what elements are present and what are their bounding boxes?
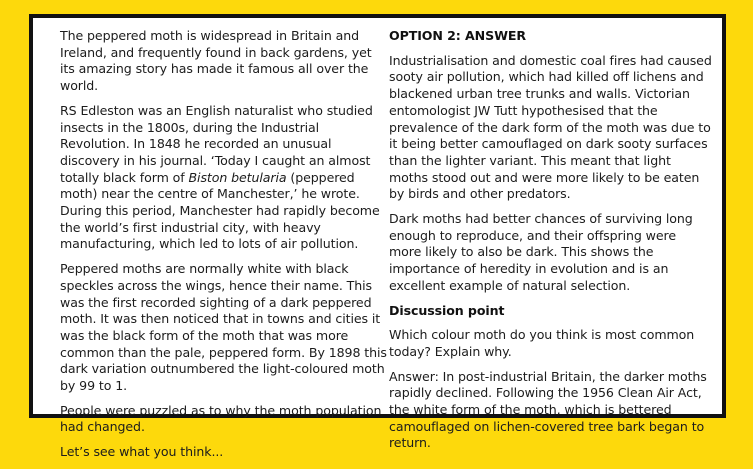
- discussion-question: Which colour moth do you think is most common today? Explain why.: [389, 327, 695, 359]
- answer-paragraph-2: Dark moths had better chances of surviving long enough to reproduce, and their offspring were more likely to also be dark. This shows the importance of heredity in evolution and is an excellent example of natural selection.: [389, 211, 693, 293]
- answer-paragraph-1: Industrialisation and domestic coal fires had caused sooty air pollution, which had killed off lichens and blackened urban tree trunks and walls. Victorian entomologist JW Tutt hypothesised that the prevalence of the dark form of the moth was due to it being better camouflaged on dark sooty surfaces than the lighter variant. This meant that light moths stood out and were more likely to be eaten by birds and other predators.: [389, 52, 712, 202]
- edleston-text-start: RS Edleston was an English naturalist who studied insects in the 1800s, during the Industrial Revolution. In 1848 he recorded an unusual discovery in his journal. ‘Today I caught an almost totally black form of: [60, 102, 373, 185]
- discussion-heading: Discussion point: [389, 302, 505, 318]
- option-answer-heading: OPTION 2: ANSWER: [389, 28, 526, 43]
- article-frame: [29, 14, 726, 460]
- edleston-text-end: (peppered moth) near the centre of Manchester,’ he wrote. During this period, Manchester had rapidly become the world’s first industrial city, with heavy manufacturing, which led to lots of air pollution.: [60, 169, 380, 252]
- puzzle-paragraph: People were puzzled as to why the moth population had changed.: [60, 402, 382, 435]
- right-column: [389, 28, 712, 460]
- discussion-answer: Answer: In post-industrial Britain, the darker moths rapidly declined. Following the 1956 Clean Air Act, the white form of the moth, which is bettered camouflaged on lichen-covered tree bark began to return.: [389, 368, 707, 451]
- edleston-paragraph: [60, 103, 390, 253]
- intro-paragraph: The peppered moth is widespread in Britain and Ireland, and frequently found in back gardens, yet its amazing story has made it famous all over the world.: [60, 28, 372, 94]
- left-column: [60, 28, 390, 469]
- species-name: Biston betularia: [188, 169, 287, 185]
- lets-see-paragraph: Let’s see what you think...: [60, 444, 224, 460]
- peppered-moth-paragraph: Peppered moths are normally white with black speckles across the wings, hence their name. This was the first recorded sighting of a dark peppered moth. It was then noticed that in towns and cities it was the black form of the moth that was more common than the pale, peppered form. By 1898 this dark variation outnumbered the light-coloured moth by 99 to 1.: [60, 261, 387, 394]
